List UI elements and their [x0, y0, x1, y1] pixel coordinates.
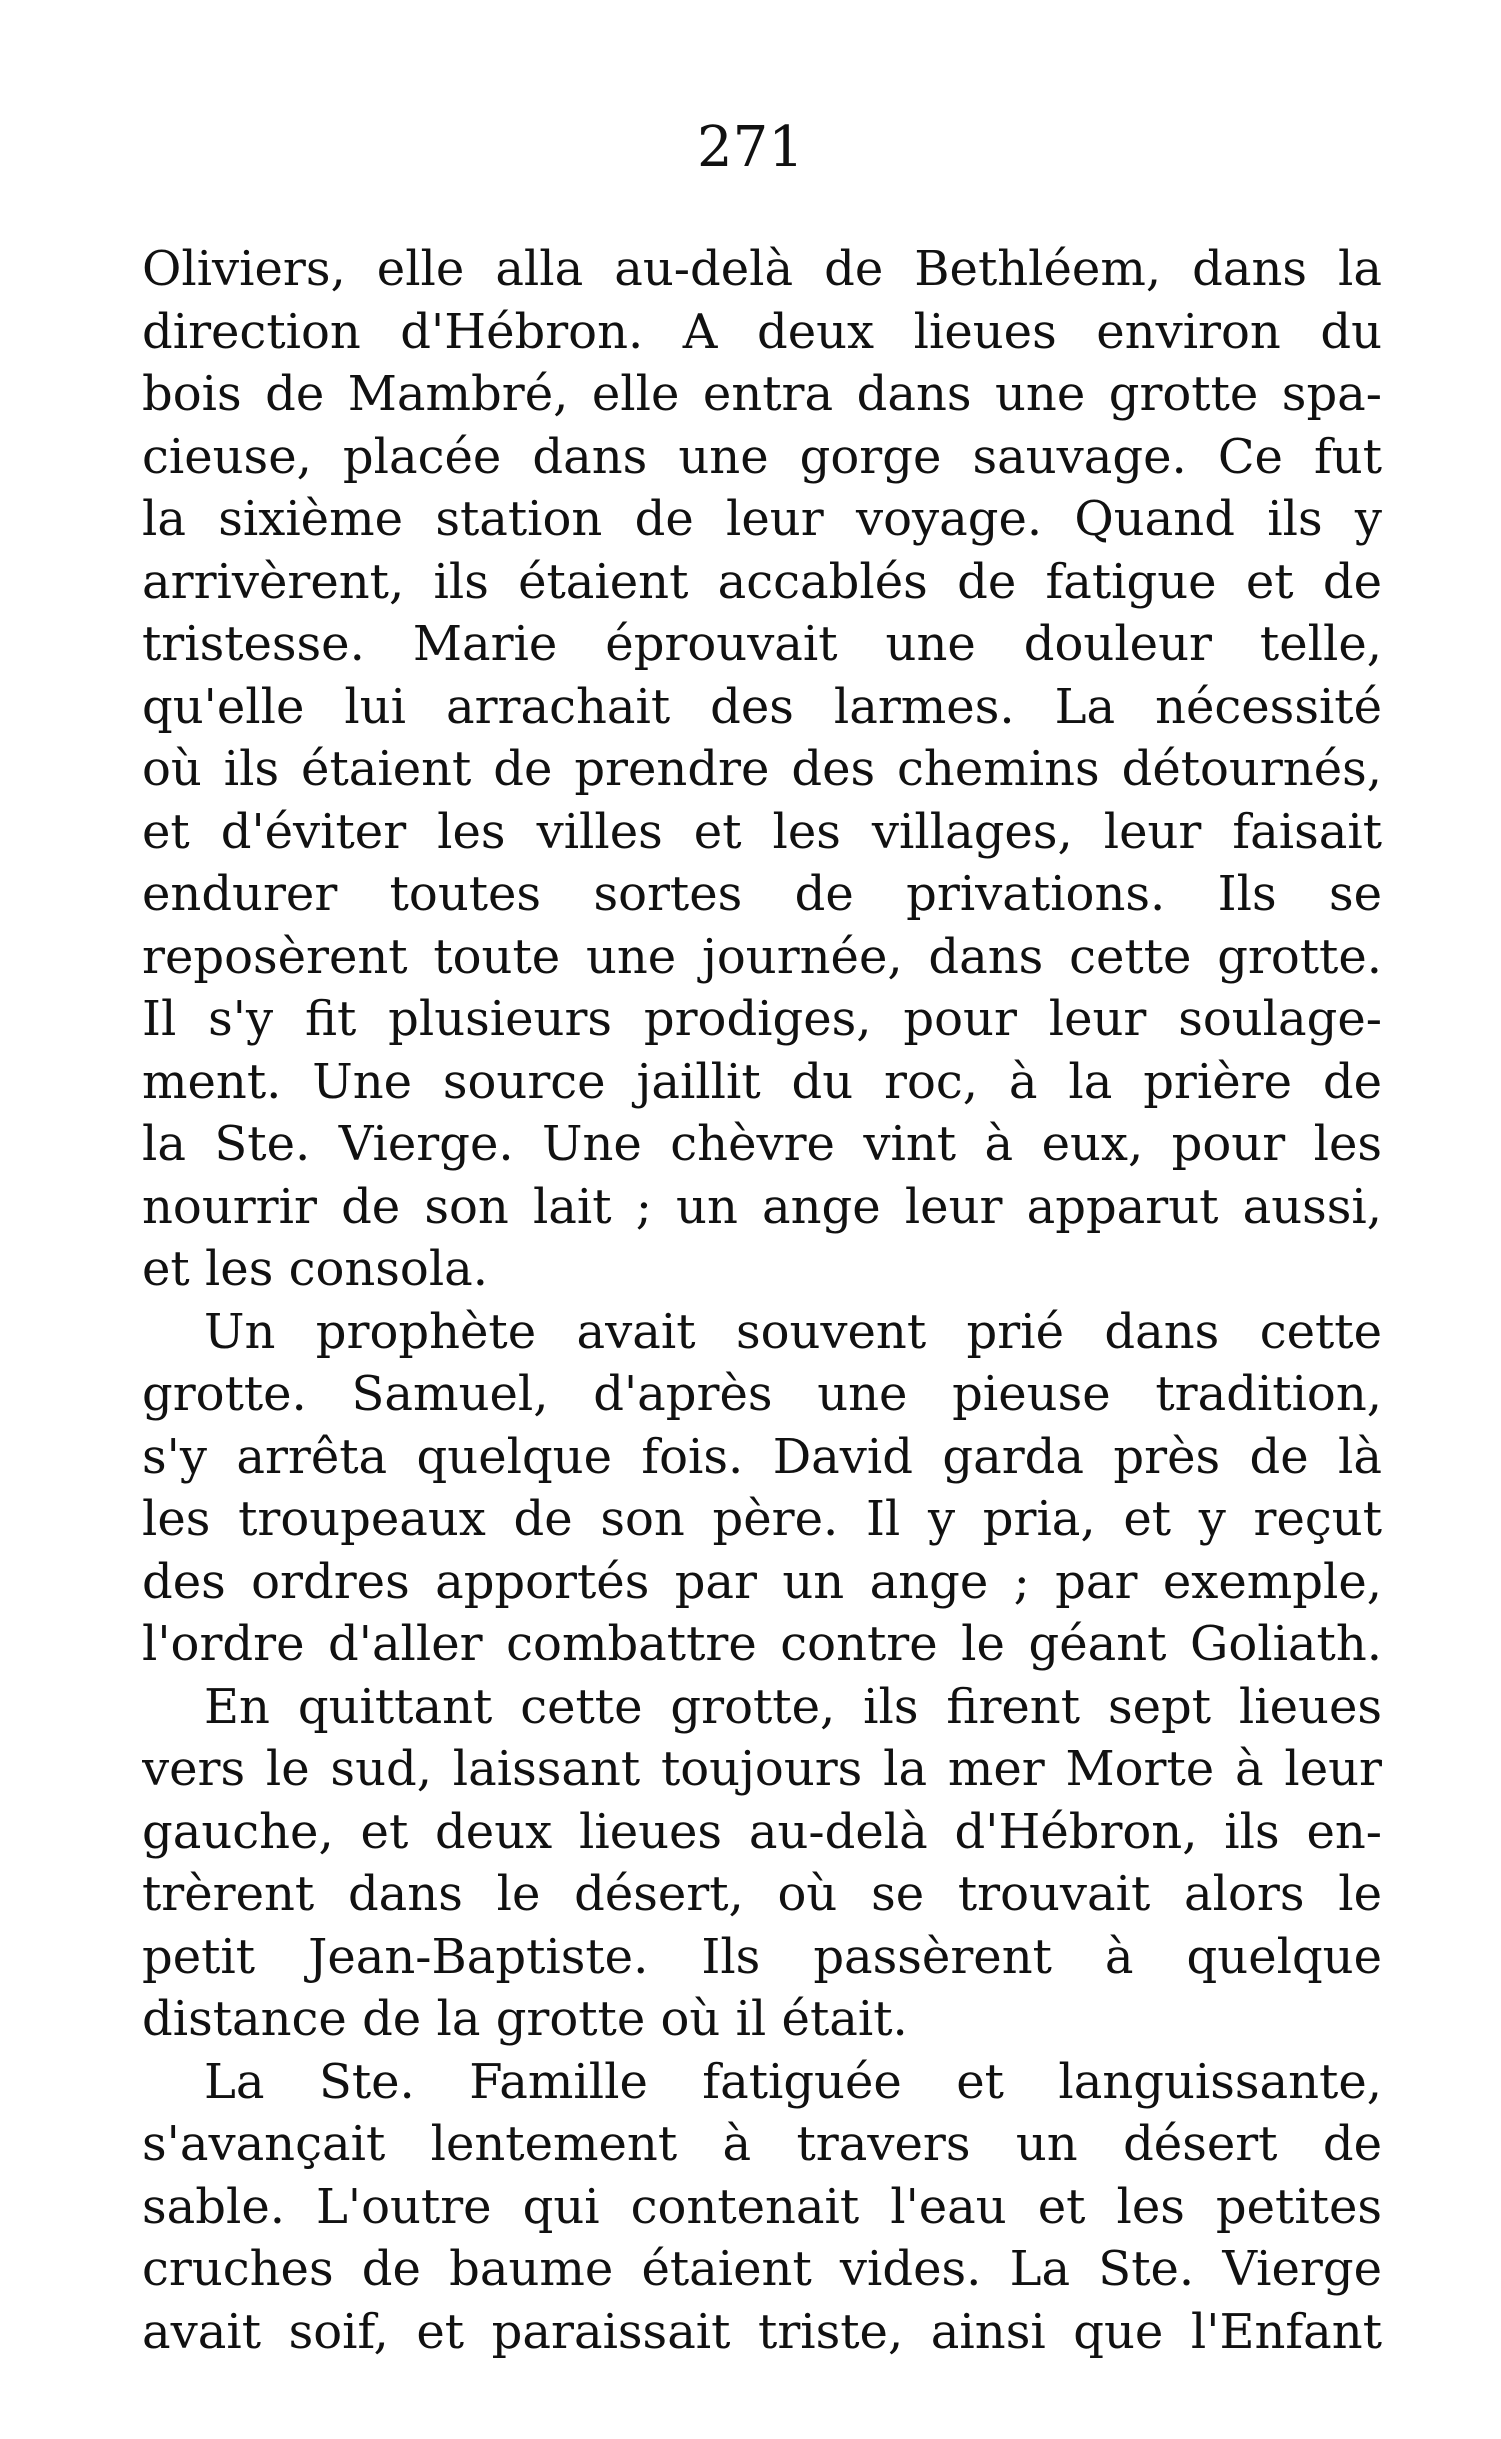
- text-line: gauche, et deux lieues au-delà d'Hébron, ils en-: [142, 1803, 1382, 1860]
- text-line: Oliviers, elle alla au-delà de Bethléem, dans la: [142, 241, 1382, 297]
- body-text: [142, 238, 1382, 2363]
- text-line: bois de Mambré, elle entra dans une grotte spa-: [142, 366, 1382, 422]
- text-line: La Ste. Famille fatiguée et languissante,: [204, 2053, 1382, 2110]
- text-line: des ordres apportés par un ange ; par exemple,: [142, 1553, 1382, 1610]
- text-line: où ils étaient de prendre des chemins détournés,: [142, 741, 1382, 797]
- text-line: reposèrent toute une journée, dans cette grotte.: [142, 928, 1382, 985]
- text-line: endurer toutes sortes de privations. Ils se: [142, 866, 1382, 922]
- text-line: tristesse. Marie éprouvait une douleur telle,: [142, 616, 1382, 672]
- text-line: En quittant cette grotte, ils firent sept lieues: [204, 1678, 1382, 1735]
- text-line: grotte. Samuel, d'après une pieuse tradition,: [142, 1366, 1382, 1422]
- text-line: s'y arrêta quelque fois. David garda près de là: [142, 1428, 1382, 1485]
- text-line: s'avançait lentement à travers un désert de: [142, 2116, 1382, 2172]
- text-line: petit Jean-Baptiste. Ils passèrent à quelque: [142, 1928, 1382, 1985]
- text-line: cieuse, placée dans une gorge sauvage. Ce fut: [142, 428, 1382, 485]
- text-line: direction d'Hébron. A deux lieues environ du: [142, 303, 1382, 360]
- text-line: les troupeaux de son père. Il y pria, et y reçut: [142, 1491, 1382, 1547]
- text-line: et d'éviter les villes et les villages, leur faisait: [142, 803, 1382, 860]
- text-line: et les consola.: [142, 1241, 489, 1297]
- text-line: cruches de baume étaient vides. La Ste. Vierge: [142, 2241, 1382, 2297]
- text-line: l'ordre d'aller combattre contre le géant Goliath.: [142, 1616, 1382, 1672]
- text-line: ment. Une source jaillit du roc, à la prière de: [142, 1053, 1382, 1110]
- text-line: sable. L'outre qui contenait l'eau et les petites: [142, 2178, 1382, 2235]
- text-line: Un prophète avait souvent prié dans cette: [204, 1303, 1382, 1360]
- text-line: la Ste. Vierge. Une chèvre vint à eux, pour les: [142, 1116, 1382, 1172]
- text-line: la sixième station de leur voyage. Quand ils y: [142, 491, 1382, 547]
- text-line: nourrir de son lait ; un ange leur apparut aussi,: [142, 1178, 1382, 1235]
- text-line: arrivèrent, ils étaient accablés de fatigue et de: [142, 553, 1382, 610]
- text-line: trèrent dans le désert, où se trouvait alors le: [142, 1866, 1382, 1922]
- text-line: qu'elle lui arrachait des larmes. La nécessité: [142, 678, 1382, 735]
- text-line: distance de la grotte où il était.: [142, 1991, 908, 2047]
- text-line: Il s'y fit plusieurs prodiges, pour leur soulage-: [142, 991, 1382, 1047]
- text-line: vers le sud, laissant toujours la mer Morte à leur: [142, 1741, 1382, 1797]
- page-number: 271: [697, 115, 804, 180]
- text-line: avait soif, et paraissait triste, ainsi que l'Enfant: [142, 2303, 1382, 2360]
